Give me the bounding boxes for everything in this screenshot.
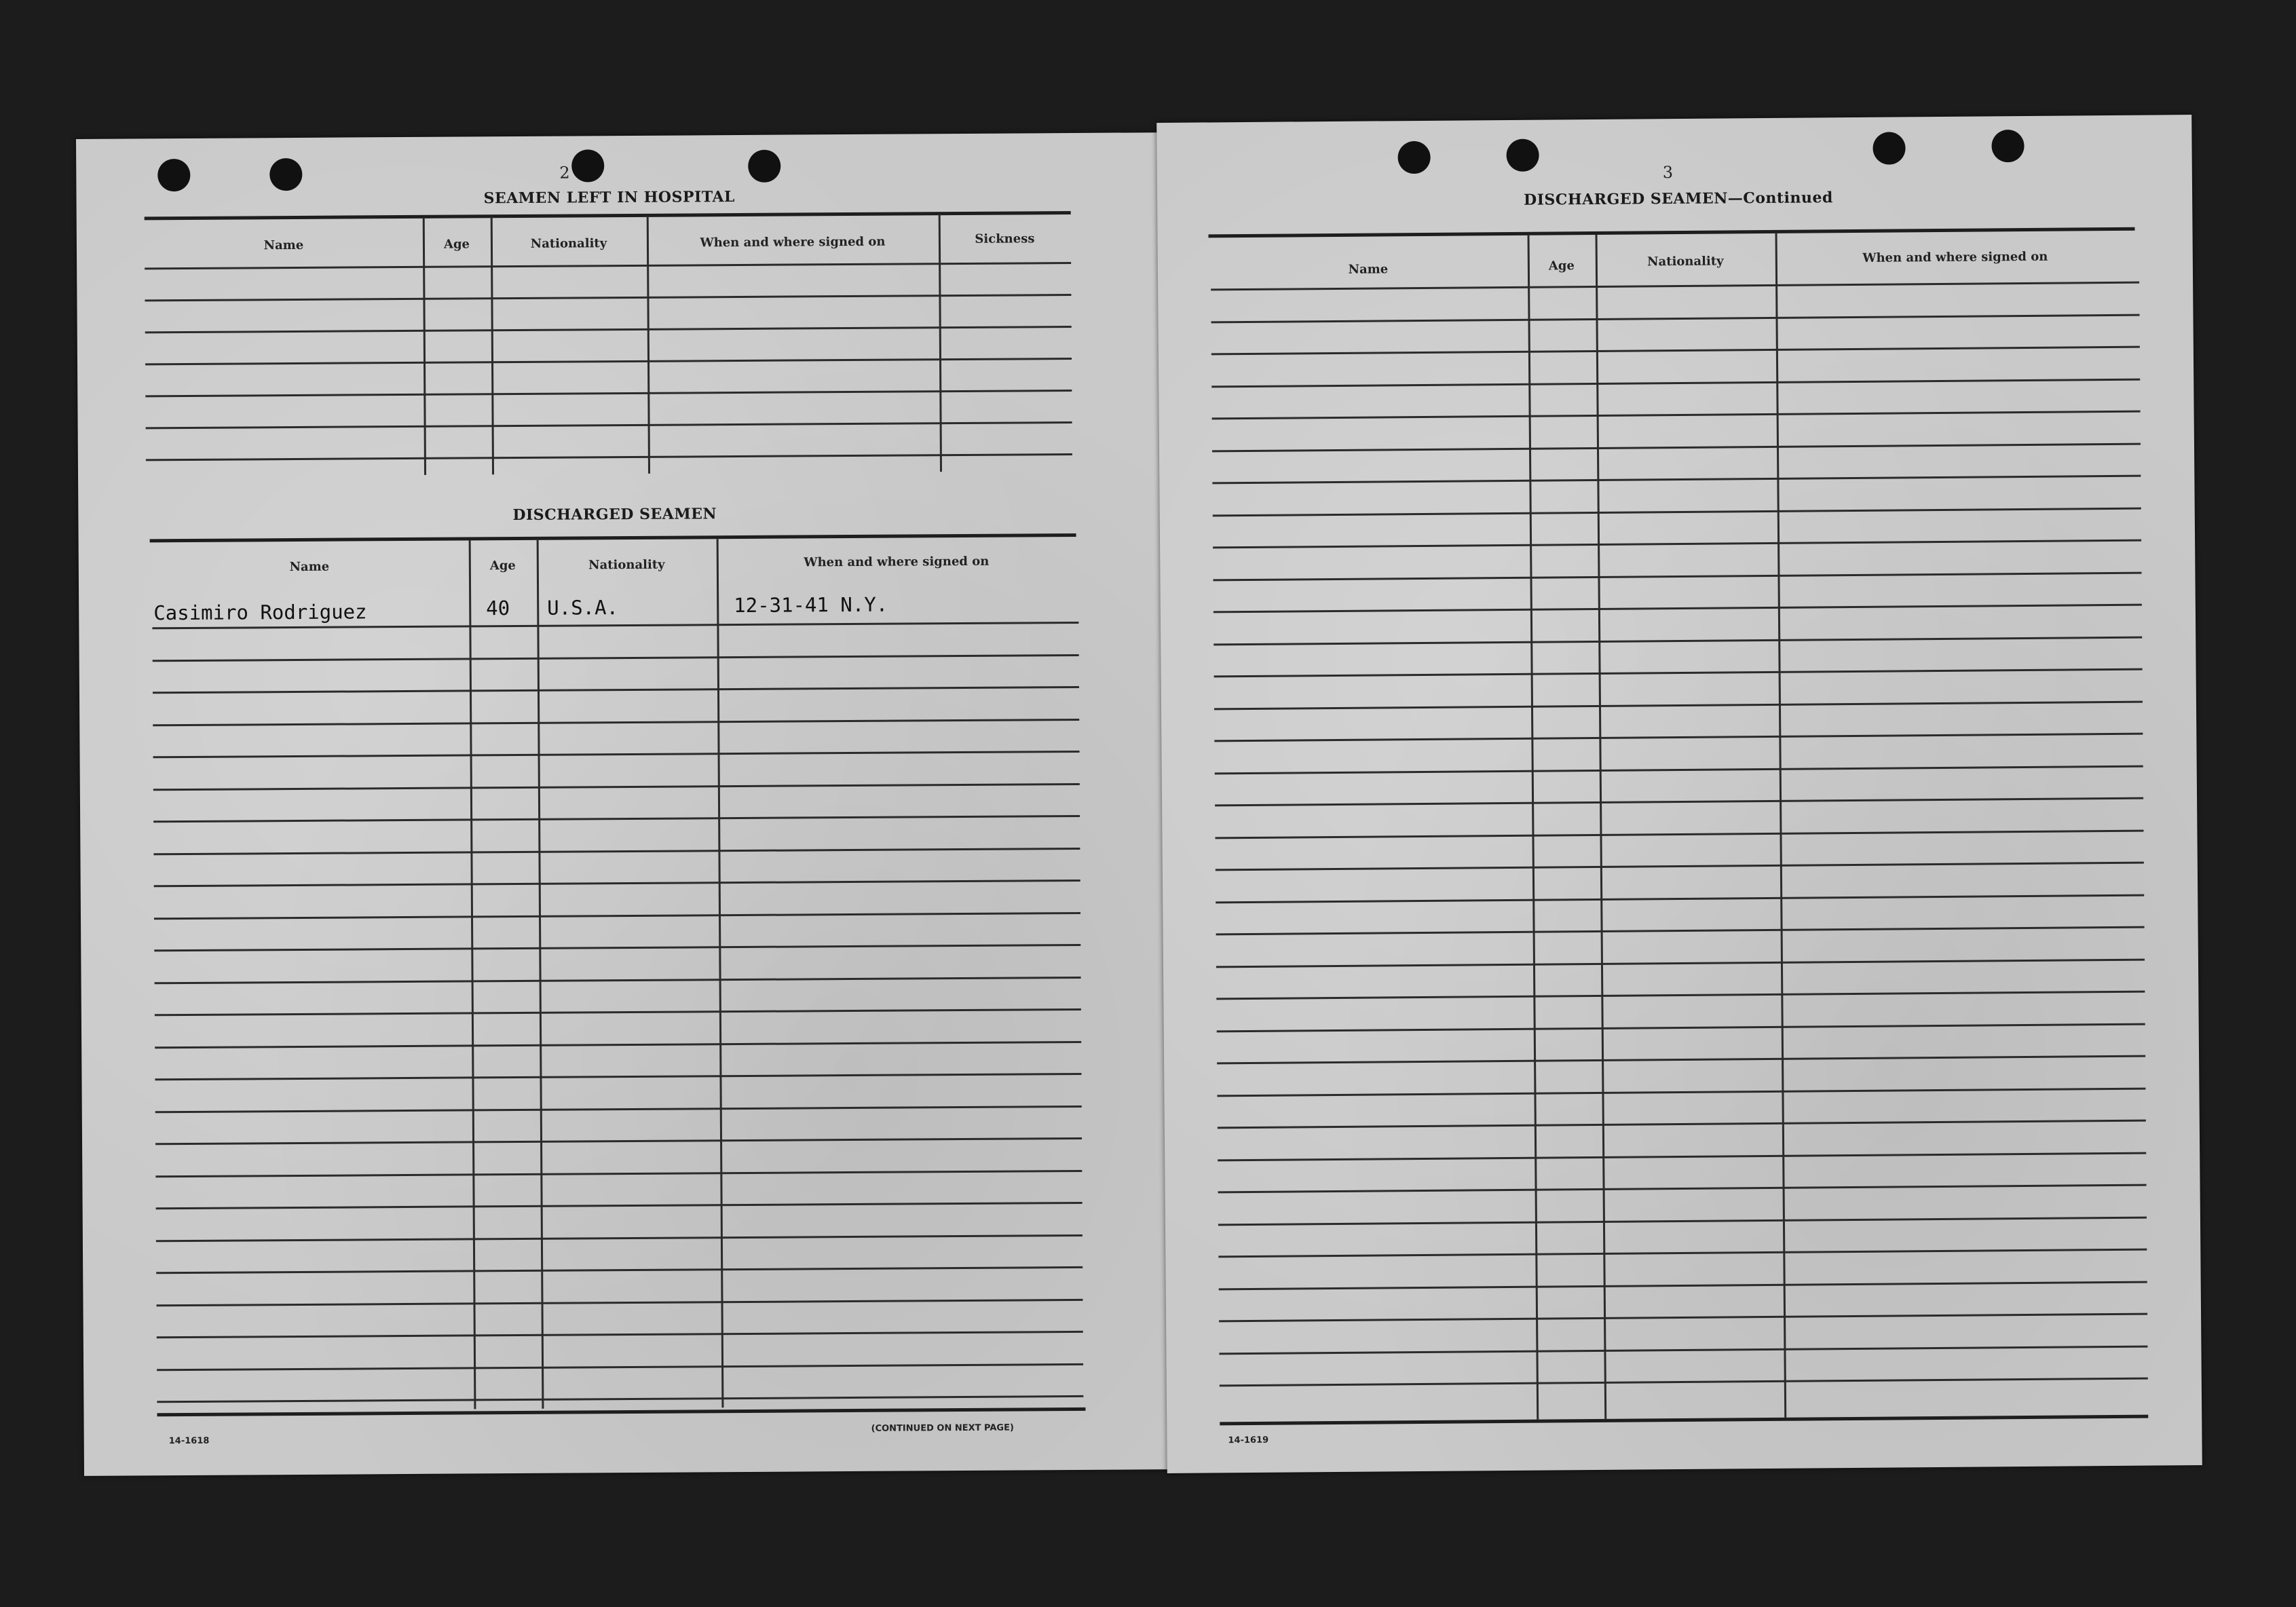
ruled-line [146, 453, 1072, 461]
ruled-line [146, 421, 1072, 429]
ruled-line [1216, 894, 2144, 903]
ruled-line [1214, 668, 2143, 678]
column-divider [717, 539, 724, 1407]
col-header-name: Name [263, 238, 304, 253]
continued-note: (CONTINUED ON NEXT PAGE) [871, 1422, 1014, 1434]
ruled-line [1218, 1120, 2146, 1129]
entry-name: Casimiro Rodriguez [153, 600, 367, 625]
ruled-line [1213, 507, 2141, 516]
ruled-line [1213, 540, 2141, 549]
ruled-line [155, 976, 1081, 983]
entry-age: 40 [486, 597, 510, 620]
col-header-signed-on: When and where signed on [1862, 249, 2048, 265]
ruled-line [1212, 475, 2141, 485]
table-top-rule [150, 533, 1076, 542]
ruled-line [1218, 1184, 2147, 1194]
section-title: DISCHARGED SEAMEN—Continued [1524, 189, 1833, 209]
punch-hole [1506, 139, 1539, 172]
ruled-line [1216, 991, 2145, 1000]
ruled-line [1216, 926, 2145, 936]
ruled-line [1214, 700, 2143, 710]
ruled-line [1211, 282, 2139, 291]
form-number: 14-1619 [1228, 1435, 1269, 1446]
right-ruled-lines [1156, 115, 2191, 123]
column-divider [647, 216, 650, 474]
ruled-line [153, 782, 1080, 790]
table-top-rule [1209, 227, 2135, 238]
ruled-line [1216, 958, 2145, 968]
page-number: 2 [559, 163, 570, 183]
discharged-section-title: DISCHARGED SEAMEN [512, 505, 717, 525]
form-number: 14-1618 [168, 1435, 210, 1447]
col-header-signed-on: When and where signed on [804, 554, 990, 570]
right-page [1156, 115, 2202, 1473]
col-header-nationality: Nationality [588, 557, 665, 573]
ruled-line [153, 686, 1079, 694]
column-divider [423, 217, 426, 475]
ruled-line [156, 1234, 1083, 1241]
table-bottom-rule [157, 1407, 1085, 1416]
ruled-line [1220, 1378, 2148, 1387]
ruled-line [153, 815, 1080, 823]
ruled-line [1215, 829, 2143, 839]
hospital-section-title: SEAMEN LEFT IN HOSPITAL [483, 188, 736, 208]
ruled-line [157, 1363, 1083, 1370]
ruled-line [145, 294, 1071, 301]
ruled-line [154, 911, 1080, 919]
ruled-line [1211, 314, 2140, 323]
ruled-line [1213, 571, 2141, 581]
entry-nationality: U.S.A. [547, 596, 619, 620]
col-header-name: Name [289, 559, 330, 575]
col-header-age: Age [489, 559, 516, 573]
ruled-line [155, 1169, 1082, 1177]
ruled-line [153, 654, 1079, 661]
ruled-line [1211, 346, 2140, 356]
column-divider [1775, 233, 1787, 1418]
ruled-line [1218, 1152, 2146, 1161]
col-header-sickness: Sickness [975, 231, 1035, 246]
punch-hole [571, 149, 604, 182]
column-divider [469, 540, 476, 1409]
ruled-line [1216, 862, 2144, 871]
ruled-line [157, 1331, 1083, 1338]
column-divider [1528, 235, 1539, 1420]
ruled-line [1219, 1345, 2147, 1355]
col-header-age: Age [443, 237, 470, 252]
punch-hole [748, 150, 780, 183]
ruled-line [156, 1202, 1083, 1209]
punch-hole [1872, 132, 1905, 164]
ruled-line [1219, 1281, 2147, 1290]
ruled-line [154, 944, 1080, 951]
ruled-line [153, 718, 1079, 725]
ruled-line [156, 1298, 1083, 1306]
ruled-line [1218, 1216, 2147, 1226]
ruled-line [1213, 604, 2142, 613]
table-bottom-rule [1220, 1415, 2148, 1426]
table-top-rule [145, 211, 1071, 220]
ruled-line [155, 1040, 1081, 1048]
col-header-signed-on: When and where signed on [700, 234, 886, 250]
punch-hole [1397, 141, 1430, 174]
ruled-line [1215, 797, 2143, 807]
hospital-ruled-lines [76, 132, 1175, 139]
ruled-line [1213, 636, 2142, 645]
discharged-ruled-lines [76, 132, 1175, 139]
punch-hole [269, 158, 302, 191]
entry-signed-on: 12-31-41 N.Y. [734, 592, 888, 618]
ruled-line [157, 1395, 1083, 1403]
ruled-line [1219, 1313, 2147, 1323]
ruled-line [156, 1266, 1083, 1274]
ruled-line [1217, 1055, 2145, 1065]
ruled-line [153, 847, 1080, 854]
ruled-line [145, 262, 1071, 269]
col-header-nationality: Nationality [530, 236, 607, 251]
ruled-line [1217, 1087, 2145, 1097]
ruled-line [155, 1073, 1081, 1080]
ruled-line [155, 1008, 1081, 1016]
ruled-line [145, 358, 1072, 365]
ruled-line [145, 326, 1072, 333]
left-page [76, 132, 1184, 1476]
ruled-line [145, 390, 1072, 397]
col-header-nationality: Nationality [1647, 254, 1724, 269]
ruled-line [153, 751, 1080, 758]
ruled-line [1217, 1023, 2145, 1032]
ruled-line [1212, 411, 2141, 420]
ruled-line [1218, 1249, 2147, 1258]
ruled-line [1212, 442, 2141, 452]
col-header-name: Name [1348, 262, 1389, 277]
ruled-line [1211, 378, 2140, 387]
ruled-line [1215, 765, 2143, 774]
ruled-line [155, 1105, 1082, 1112]
ruled-line [1214, 733, 2143, 742]
punch-hole [157, 159, 190, 191]
column-divider [1596, 235, 1607, 1419]
col-header-age: Age [1548, 259, 1575, 273]
ruled-line [154, 880, 1080, 887]
ruled-line [155, 1137, 1082, 1145]
punch-hole [1991, 130, 2024, 162]
page-number: 3 [1662, 163, 1674, 183]
column-divider [491, 216, 494, 474]
column-divider [537, 540, 544, 1409]
column-divider [939, 214, 942, 472]
